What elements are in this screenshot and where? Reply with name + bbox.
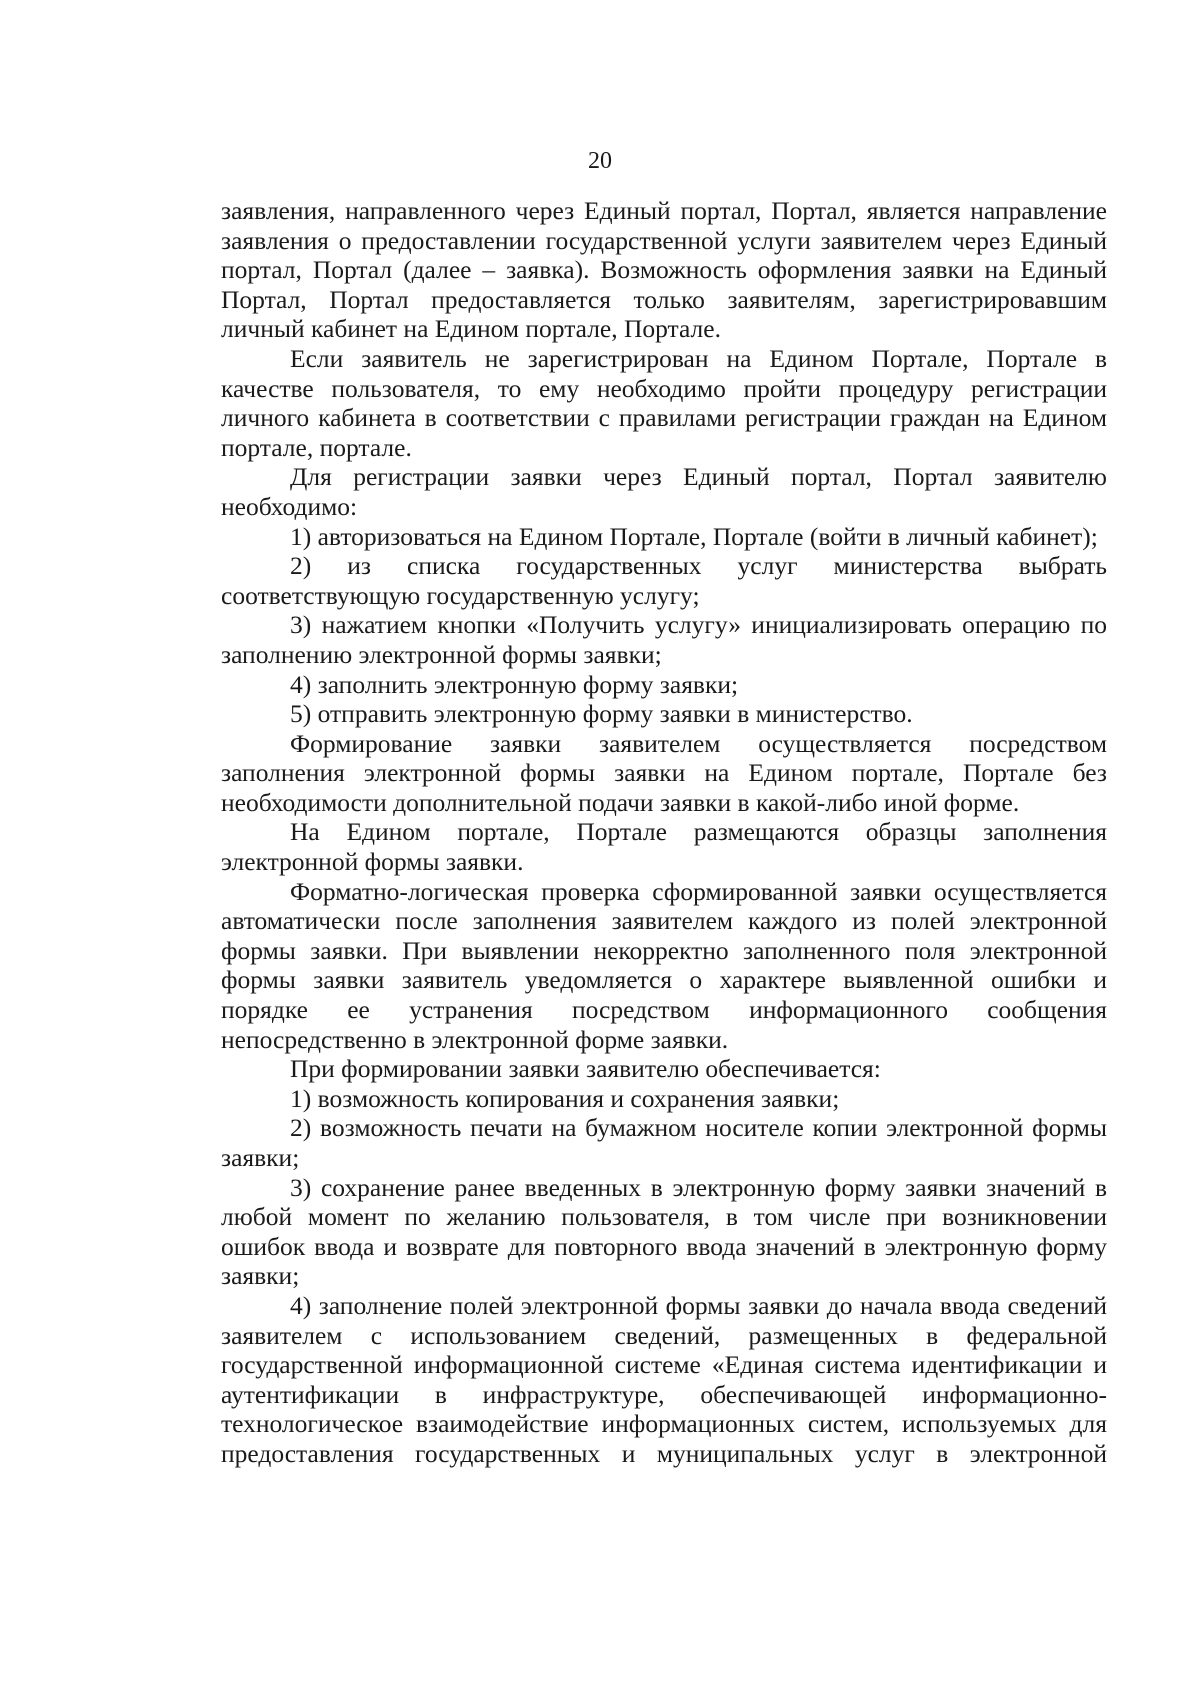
paragraph-registration-note: Если заявитель не зарегистрирован на Едином Портале, Портале в качестве пользователя, то ему необходимо пройти процедуру регистрации личного кабинета в соответствии с правилами регистрации граждан на Едином портале, портале. bbox=[221, 343, 1107, 462]
list-item-step-2: 2) из списка государственных услуг министерства выбрать соответствующую государственную услугу; bbox=[221, 551, 1107, 610]
list-item-provision-4: 4) заполнение полей электронной формы заявки до начала ввода сведений заявителем с использованием сведений, размещенных в федеральной государственной информационной системе «Единая система идентификации и аутентификации в инфраструктуре, обеспечивающей информационно-технологическое взаимодействие информационных систем, используемых для предоставления государственных и муниципальных услуг в электронной bbox=[221, 1290, 1107, 1468]
paragraph-continuation: заявления, направленного через Единый портал, Портал, является направление заявления о предоставлении государственной услуги заявителем через Единый портал, Портал (далее – заявка). Возможность оформления заявки на Единый Портал, Портал предоставляется только заявителям, зарегистрировавшим личный кабинет на Едином портале, Портале. bbox=[221, 196, 1107, 344]
list-item-provision-1: 1) возможность копирования и сохранения заявки; bbox=[290, 1083, 840, 1113]
list-item-step-4: 4) заполнить электронную форму заявки; bbox=[290, 669, 739, 699]
list-item-provision-2: 2) возможность печати на бумажном носителе копии электронной формы заявки; bbox=[221, 1113, 1107, 1172]
page-number: 20 bbox=[588, 148, 612, 174]
paragraph-form-submission: Формирование заявки заявителем осуществляется посредством заполнения электронной формы заявки на Едином портале, Портале без необходимости дополнительной подачи заявки в какой-либо иной форме. bbox=[221, 728, 1107, 817]
list-item-step-1: 1) авторизоваться на Едином Портале, Портале (войти в личный кабинет); bbox=[290, 521, 1098, 551]
list-item-step-5: 5) отправить электронную форму заявки в министерство. bbox=[290, 699, 913, 729]
document-body bbox=[221, 196, 1107, 1469]
list-item-step-3: 3) нажатием кнопки «Получить услугу» инициализировать операцию по заполнению электронной формы заявки; bbox=[221, 610, 1107, 669]
paragraph-provisions-intro: При формировании заявки заявителю обеспечивается: bbox=[290, 1054, 881, 1084]
list-item-provision-3: 3) сохранение ранее введенных в электронную форму заявки значений в любой момент по желанию пользователя, в том числе при возникновении ошибок ввода и возврате для повторного ввода значений в электронную форму заявки; bbox=[221, 1172, 1107, 1291]
paragraph-registration-steps-intro: Для регистрации заявки через Единый портал, Портал заявителю необходимо: bbox=[221, 462, 1107, 521]
paragraph-form-samples: На Едином портале, Портале размещаются образцы заполнения электронной формы заявки. bbox=[221, 817, 1107, 877]
paragraph-format-check: Форматно-логическая проверка сформированной заявки осуществляется автоматически после заполнения заявителем каждого из полей электронной формы заявки. При выявлении некорректно заполненного поля электронной формы заявки заявитель уведомляется о характере выявленной ошибки и порядке ее устранения посредством информационного сообщения непосредственно в электронной форме заявки. bbox=[221, 876, 1107, 1054]
